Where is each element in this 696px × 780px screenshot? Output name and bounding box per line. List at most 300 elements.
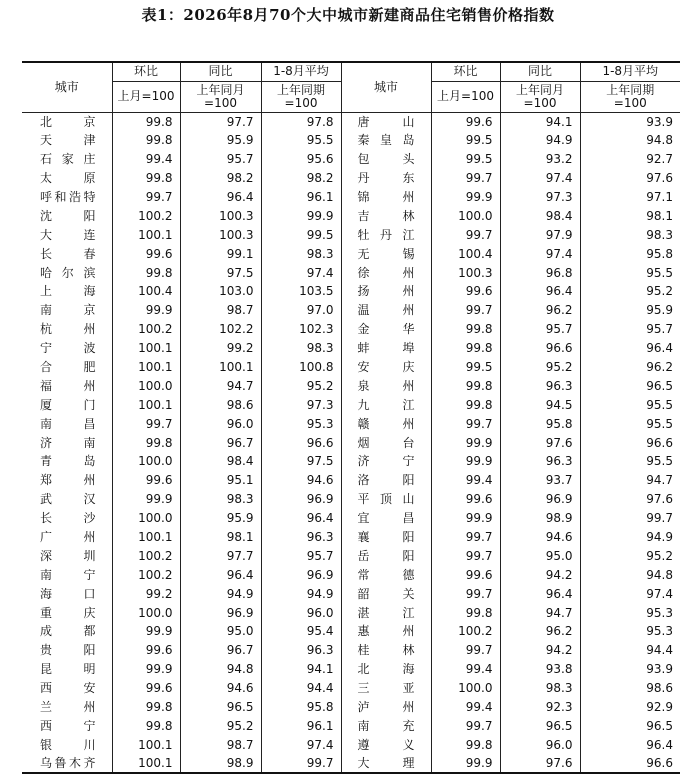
table-row [22, 452, 680, 471]
avg-value: 102.3 [261, 320, 341, 339]
yoy-value: 96.7 [180, 641, 261, 660]
header-mom-right: 环比 [431, 62, 500, 81]
city-name: 金华 [341, 320, 431, 339]
header-yoy-left: 同比 [180, 62, 261, 81]
mom-value: 100.3 [431, 263, 500, 282]
city-name: 昆明 [22, 660, 112, 679]
table-row [22, 754, 680, 773]
mom-value: 99.8 [112, 112, 180, 131]
avg-value: 97.4 [261, 263, 341, 282]
city-name: 北京 [22, 112, 112, 131]
yoy-value: 95.2 [180, 717, 261, 736]
yoy-value: 96.4 [180, 565, 261, 584]
yoy-value: 94.5 [500, 395, 580, 414]
city-name: 济南 [22, 433, 112, 452]
city-name: 锦州 [341, 188, 431, 207]
table-row [22, 263, 680, 282]
city-name: 济宁 [341, 452, 431, 471]
city-name: 扬州 [341, 282, 431, 301]
header-avg-sub-line1: 上年同期 [606, 82, 655, 97]
yoy-value: 98.3 [180, 490, 261, 509]
header-avg-sub-left [261, 81, 341, 112]
yoy-value: 96.8 [500, 263, 580, 282]
city-name: 三亚 [341, 679, 431, 698]
city-name: 南昌 [22, 414, 112, 433]
avg-value: 97.4 [261, 735, 341, 754]
header-avg-left: 1-8月平均 [261, 62, 341, 81]
city-name: 惠州 [341, 622, 431, 641]
city-name: 安庆 [341, 358, 431, 377]
avg-value: 94.6 [261, 471, 341, 490]
mom-value: 99.7 [431, 169, 500, 188]
yoy-value: 95.0 [500, 546, 580, 565]
yoy-value: 94.9 [500, 131, 580, 150]
table-row [22, 112, 680, 131]
yoy-value: 93.7 [500, 471, 580, 490]
avg-value: 93.9 [580, 660, 680, 679]
city-name: 宁波 [22, 339, 112, 358]
city-name: 南充 [341, 717, 431, 736]
yoy-value: 95.9 [180, 509, 261, 528]
avg-value: 97.8 [261, 112, 341, 131]
mom-value: 99.9 [112, 301, 180, 320]
yoy-value: 96.4 [500, 584, 580, 603]
avg-value: 94.8 [580, 131, 680, 150]
city-name: 泉州 [341, 376, 431, 395]
yoy-value: 100.3 [180, 225, 261, 244]
yoy-value: 94.7 [500, 603, 580, 622]
avg-value: 96.6 [580, 433, 680, 452]
avg-value: 96.3 [261, 528, 341, 547]
mom-value: 99.8 [112, 433, 180, 452]
header-yoy-sub-line1: 上年同月 [515, 82, 564, 97]
city-name: 郑州 [22, 471, 112, 490]
mom-value: 99.8 [431, 339, 500, 358]
mom-value: 100.1 [112, 339, 180, 358]
avg-value: 95.8 [261, 698, 341, 717]
city-name: 石家庄 [22, 150, 112, 169]
header-mom-left: 环比 [112, 62, 180, 81]
avg-value: 94.9 [261, 584, 341, 603]
city-name: 合肥 [22, 358, 112, 377]
city-name: 包头 [341, 150, 431, 169]
table-row [22, 603, 680, 622]
header-yoy-sub-line2: =100 [523, 95, 557, 110]
avg-value: 96.4 [580, 339, 680, 358]
yoy-value: 99.2 [180, 339, 261, 358]
yoy-value: 97.4 [500, 169, 580, 188]
avg-value: 95.9 [580, 301, 680, 320]
mom-value: 99.6 [431, 565, 500, 584]
header-yoy-right: 同比 [500, 62, 580, 81]
city-name: 吉林 [341, 206, 431, 225]
avg-value: 94.4 [261, 679, 341, 698]
yoy-value: 94.2 [500, 565, 580, 584]
mom-value: 99.5 [431, 131, 500, 150]
city-name: 天津 [22, 131, 112, 150]
mom-value: 99.6 [112, 244, 180, 263]
mom-value: 100.0 [431, 206, 500, 225]
table-row [22, 225, 680, 244]
yoy-value: 94.6 [180, 679, 261, 698]
city-name: 武汉 [22, 490, 112, 509]
mom-value: 99.6 [112, 471, 180, 490]
table-row [22, 339, 680, 358]
yoy-value: 94.8 [180, 660, 261, 679]
avg-value: 95.3 [580, 622, 680, 641]
avg-value: 95.6 [261, 150, 341, 169]
avg-value: 98.6 [580, 679, 680, 698]
table-row [22, 698, 680, 717]
avg-value: 97.0 [261, 301, 341, 320]
mom-value: 100.0 [112, 603, 180, 622]
mom-value: 99.9 [112, 622, 180, 641]
yoy-value: 97.5 [180, 263, 261, 282]
avg-value: 98.2 [261, 169, 341, 188]
avg-value: 94.8 [580, 565, 680, 584]
avg-value: 95.3 [580, 603, 680, 622]
mom-value: 99.9 [431, 433, 500, 452]
table-title: 表1：2026年8月70个大中城市新建商品住宅销售价格指数 [141, 6, 555, 24]
avg-value: 99.9 [261, 206, 341, 225]
yoy-value: 95.7 [180, 150, 261, 169]
table-row [22, 131, 680, 150]
yoy-value: 98.3 [500, 679, 580, 698]
avg-value: 103.5 [261, 282, 341, 301]
mom-value: 100.2 [431, 622, 500, 641]
avg-value: 96.4 [261, 509, 341, 528]
header-avg-sub-line2: =100 [613, 95, 647, 110]
avg-value: 96.5 [580, 717, 680, 736]
avg-value: 95.5 [261, 131, 341, 150]
header-yoy-sub-right [500, 81, 580, 112]
header-city-right: 城市 [341, 62, 431, 112]
mom-value: 99.8 [431, 735, 500, 754]
avg-value: 100.8 [261, 358, 341, 377]
yoy-value: 96.2 [500, 301, 580, 320]
avg-value: 95.2 [261, 376, 341, 395]
avg-value: 92.7 [580, 150, 680, 169]
city-name: 南宁 [22, 565, 112, 584]
mom-value: 99.7 [431, 528, 500, 547]
yoy-value: 96.0 [180, 414, 261, 433]
mom-value: 99.6 [112, 679, 180, 698]
yoy-value: 96.2 [500, 622, 580, 641]
mom-value: 99.7 [431, 301, 500, 320]
avg-value: 95.7 [580, 320, 680, 339]
header-mom-sub-left: 上月=100 [112, 81, 180, 112]
mom-value: 99.7 [431, 641, 500, 660]
city-name: 长春 [22, 244, 112, 263]
mom-value: 99.4 [112, 150, 180, 169]
mom-value: 99.9 [112, 660, 180, 679]
table-row [22, 433, 680, 452]
city-name: 蚌埠 [341, 339, 431, 358]
yoy-value: 97.9 [500, 225, 580, 244]
city-name: 唐山 [341, 112, 431, 131]
mom-value: 100.2 [112, 206, 180, 225]
yoy-value: 97.3 [500, 188, 580, 207]
mom-value: 99.5 [431, 150, 500, 169]
avg-value: 97.6 [580, 490, 680, 509]
mom-value: 99.4 [431, 660, 500, 679]
yoy-value: 94.7 [180, 376, 261, 395]
table-row [22, 414, 680, 433]
table-row [22, 188, 680, 207]
avg-value: 96.6 [261, 433, 341, 452]
city-name: 九江 [341, 395, 431, 414]
table-row [22, 169, 680, 188]
avg-value: 97.6 [580, 169, 680, 188]
city-name: 徐州 [341, 263, 431, 282]
table-row [22, 471, 680, 490]
mom-value: 100.1 [112, 395, 180, 414]
avg-value: 98.1 [580, 206, 680, 225]
table-row [22, 679, 680, 698]
city-name: 常德 [341, 565, 431, 584]
mom-value: 99.5 [431, 358, 500, 377]
city-name: 广州 [22, 528, 112, 547]
table-body [22, 112, 680, 773]
yoy-value: 96.5 [180, 698, 261, 717]
mom-value: 99.6 [431, 490, 500, 509]
mom-value: 99.9 [431, 452, 500, 471]
mom-value: 100.2 [112, 565, 180, 584]
avg-value: 97.4 [580, 584, 680, 603]
mom-value: 99.9 [431, 509, 500, 528]
table-row [22, 301, 680, 320]
mom-value: 99.7 [431, 584, 500, 603]
city-name: 秦皇岛 [341, 131, 431, 150]
yoy-value: 95.8 [500, 414, 580, 433]
city-name: 深圳 [22, 546, 112, 565]
table-row [22, 320, 680, 339]
avg-value: 95.3 [261, 414, 341, 433]
yoy-value: 96.4 [180, 188, 261, 207]
header-avg-sub-right [580, 81, 680, 112]
mom-value: 100.1 [112, 528, 180, 547]
mom-value: 100.1 [112, 735, 180, 754]
mom-value: 99.4 [431, 471, 500, 490]
table-row [22, 584, 680, 603]
yoy-value: 98.2 [180, 169, 261, 188]
table-row [22, 717, 680, 736]
yoy-value: 95.2 [500, 358, 580, 377]
avg-value: 94.1 [261, 660, 341, 679]
yoy-value: 92.3 [500, 698, 580, 717]
city-name: 贵阳 [22, 641, 112, 660]
yoy-value: 97.6 [500, 433, 580, 452]
yoy-value: 97.7 [180, 546, 261, 565]
mom-value: 99.6 [431, 112, 500, 131]
city-name: 平顶山 [341, 490, 431, 509]
header-city-left: 城市 [22, 62, 112, 112]
city-name: 成都 [22, 622, 112, 641]
yoy-value: 95.1 [180, 471, 261, 490]
mom-value: 99.8 [431, 395, 500, 414]
city-name: 大理 [341, 754, 431, 773]
avg-value: 94.7 [580, 471, 680, 490]
city-name: 厦门 [22, 395, 112, 414]
avg-value: 96.1 [261, 188, 341, 207]
city-name: 韶关 [341, 584, 431, 603]
avg-value: 97.1 [580, 188, 680, 207]
mom-value: 99.7 [112, 414, 180, 433]
avg-value: 97.3 [261, 395, 341, 414]
header-yoy-sub-left [180, 81, 261, 112]
mom-value: 99.8 [112, 717, 180, 736]
mom-value: 99.7 [431, 414, 500, 433]
mom-value: 100.2 [112, 320, 180, 339]
city-name: 银川 [22, 735, 112, 754]
city-name: 烟台 [341, 433, 431, 452]
table-row [22, 546, 680, 565]
mom-value: 100.1 [112, 754, 180, 773]
mom-value: 99.2 [112, 584, 180, 603]
mom-value: 100.0 [112, 376, 180, 395]
city-name: 西宁 [22, 717, 112, 736]
avg-value: 97.5 [261, 452, 341, 471]
city-name: 南京 [22, 301, 112, 320]
mom-value: 99.7 [112, 188, 180, 207]
yoy-value: 97.7 [180, 112, 261, 131]
yoy-value: 96.4 [500, 282, 580, 301]
mom-value: 99.8 [112, 169, 180, 188]
city-name: 温州 [341, 301, 431, 320]
city-name: 哈尔滨 [22, 263, 112, 282]
city-name: 福州 [22, 376, 112, 395]
city-name: 赣州 [341, 414, 431, 433]
yoy-value: 96.9 [500, 490, 580, 509]
city-name: 长沙 [22, 509, 112, 528]
city-name: 兰州 [22, 698, 112, 717]
city-name: 上海 [22, 282, 112, 301]
header-yoy-sub-line1: 上年同月 [196, 82, 245, 97]
yoy-value: 93.8 [500, 660, 580, 679]
avg-value: 95.7 [261, 546, 341, 565]
avg-value: 96.9 [261, 565, 341, 584]
table-row [22, 509, 680, 528]
table-row [22, 150, 680, 169]
mom-value: 99.8 [112, 131, 180, 150]
city-name: 大连 [22, 225, 112, 244]
yoy-value: 96.5 [500, 717, 580, 736]
yoy-value: 98.6 [180, 395, 261, 414]
table-row [22, 244, 680, 263]
mom-value: 100.2 [112, 546, 180, 565]
mom-value: 100.0 [431, 679, 500, 698]
city-name: 牡丹江 [341, 225, 431, 244]
city-name: 宜昌 [341, 509, 431, 528]
avg-value: 98.3 [261, 339, 341, 358]
yoy-value: 95.7 [500, 320, 580, 339]
avg-value: 95.2 [580, 282, 680, 301]
yoy-value: 99.1 [180, 244, 261, 263]
price-index-table [22, 61, 680, 774]
avg-value: 96.1 [261, 717, 341, 736]
mom-value: 99.8 [431, 376, 500, 395]
city-name: 西安 [22, 679, 112, 698]
avg-value: 96.9 [261, 490, 341, 509]
avg-value: 96.5 [580, 376, 680, 395]
avg-value: 94.9 [580, 528, 680, 547]
table-row [22, 282, 680, 301]
city-name: 乌鲁木齐 [22, 754, 112, 773]
header-avg-sub-line2: =100 [284, 95, 318, 110]
header-mom-sub-right: 上月=100 [431, 81, 500, 112]
mom-value: 100.0 [112, 452, 180, 471]
header-avg-sub-line1: 上年同期 [276, 82, 325, 97]
avg-value: 99.5 [261, 225, 341, 244]
avg-value: 98.3 [580, 225, 680, 244]
yoy-value: 98.7 [180, 735, 261, 754]
yoy-value: 102.2 [180, 320, 261, 339]
city-name: 沈阳 [22, 206, 112, 225]
yoy-value: 97.4 [500, 244, 580, 263]
city-name: 岳阳 [341, 546, 431, 565]
header-yoy-sub-line2: =100 [204, 95, 237, 110]
table-row [22, 376, 680, 395]
city-name: 襄阳 [341, 528, 431, 547]
yoy-value: 103.0 [180, 282, 261, 301]
mom-value: 99.9 [431, 188, 500, 207]
table-row [22, 660, 680, 679]
avg-value: 95.5 [580, 263, 680, 282]
city-name: 泸州 [341, 698, 431, 717]
mom-value: 99.9 [431, 754, 500, 773]
city-name: 遵义 [341, 735, 431, 754]
mom-value: 99.8 [431, 603, 500, 622]
yoy-value: 98.4 [180, 452, 261, 471]
mom-value: 99.4 [431, 698, 500, 717]
mom-value: 99.6 [112, 641, 180, 660]
city-name: 丹东 [341, 169, 431, 188]
mom-value: 99.7 [431, 717, 500, 736]
table-row [22, 622, 680, 641]
yoy-value: 96.3 [500, 452, 580, 471]
table-row [22, 358, 680, 377]
yoy-value: 95.9 [180, 131, 261, 150]
table-row [22, 395, 680, 414]
yoy-value: 100.3 [180, 206, 261, 225]
avg-value: 95.4 [261, 622, 341, 641]
mom-value: 99.8 [112, 263, 180, 282]
mom-value: 99.9 [112, 490, 180, 509]
avg-value: 99.7 [580, 509, 680, 528]
city-name: 重庆 [22, 603, 112, 622]
avg-value: 96.6 [580, 754, 680, 773]
yoy-value: 96.6 [500, 339, 580, 358]
mom-value: 100.4 [112, 282, 180, 301]
avg-value: 95.2 [580, 546, 680, 565]
table-row [22, 528, 680, 547]
city-name: 桂林 [341, 641, 431, 660]
yoy-value: 94.6 [500, 528, 580, 547]
avg-value: 99.7 [261, 754, 341, 773]
mom-value: 99.8 [431, 320, 500, 339]
yoy-value: 100.1 [180, 358, 261, 377]
city-name: 洛阳 [341, 471, 431, 490]
yoy-value: 96.7 [180, 433, 261, 452]
yoy-value: 94.9 [180, 584, 261, 603]
yoy-value: 93.2 [500, 150, 580, 169]
mom-value: 100.0 [112, 509, 180, 528]
mom-value: 100.4 [431, 244, 500, 263]
city-name: 青岛 [22, 452, 112, 471]
city-name: 无锡 [341, 244, 431, 263]
avg-value: 96.4 [580, 735, 680, 754]
header-avg-right: 1-8月平均 [580, 62, 680, 81]
